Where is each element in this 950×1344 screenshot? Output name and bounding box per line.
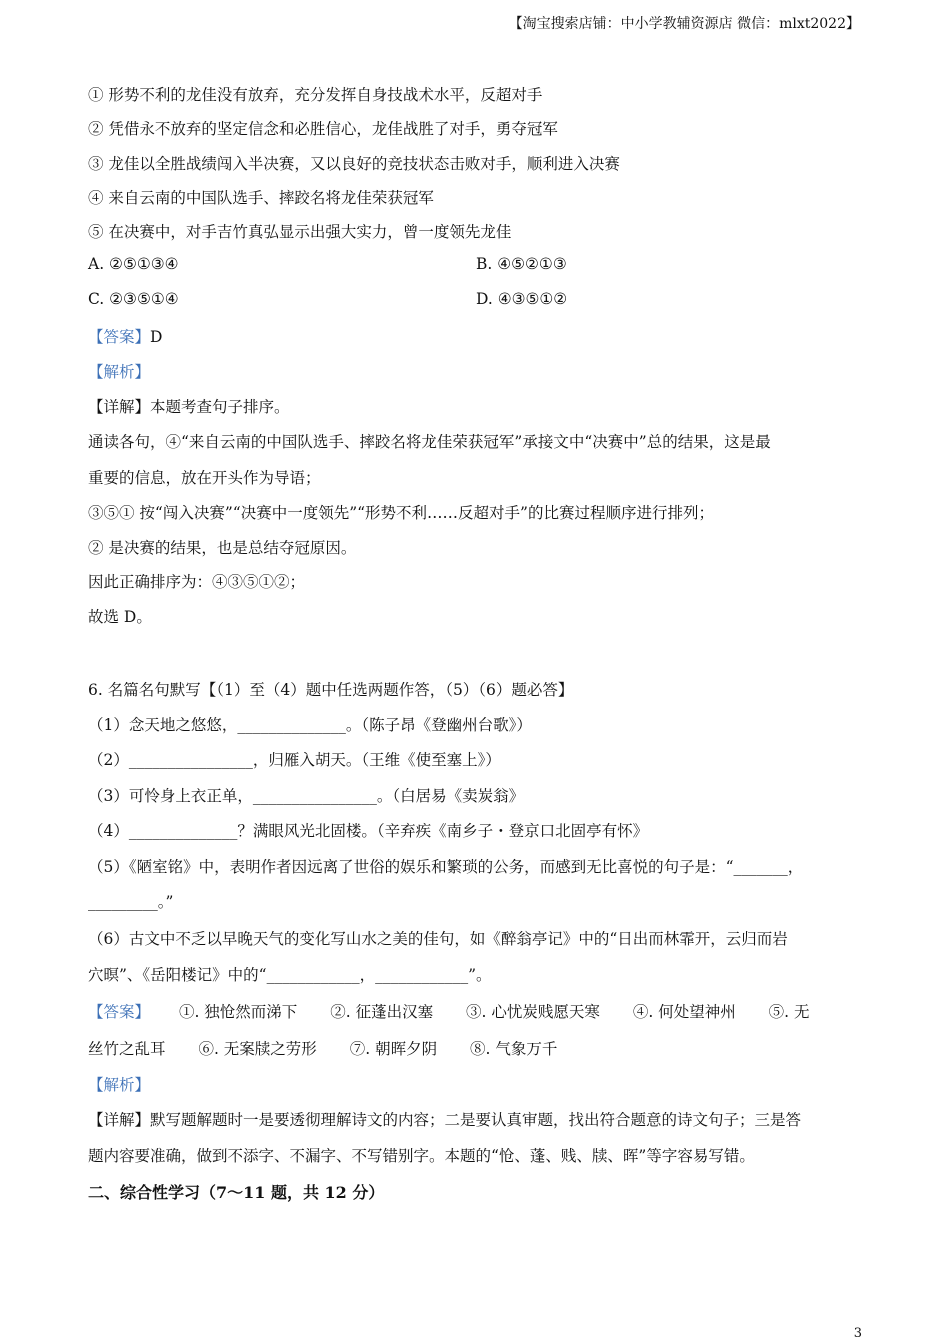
answer-6: ⑥. 无案牍之劳形 [198,1040,317,1058]
q6-line-4: （4）______________？满眼风光北固楼。（辛弃疾《南乡子・登京口北固亭有怀》 [88,822,649,840]
sentence-1: ① 形势不利的龙佳没有放弃，充分发挥自身技战术水平，反超对手 [88,86,543,104]
sentence-3: ③ 龙佳以全胜战绩闯入半决赛，又以良好的竞技状态击败对手，顺利进入决赛 [88,155,620,173]
q5-para4: 因此正确排序为：④③⑤①②； [88,573,306,591]
section-heading: 二、综合性学习（7～11 题，共 12 分） [88,1183,385,1202]
answer-value: D [150,328,163,346]
answer-3: ③. 心忧炭贱愿天寒 [466,1003,600,1021]
sentence-4: ④ 来自云南的中国队选手、摔跤名将龙佳荣获冠军 [88,189,434,207]
option-d: D. ④③⑤①② [476,290,568,308]
detail-text: 本题考查句子排序。 [150,398,290,416]
q5-para3: ② 是决赛的结果，也是总结夺冠原因。 [88,539,357,557]
q6-line-6b: 穴暝”、《岳阳楼记》中的“____________，____________”。 [88,966,492,984]
q6-detail-line1 [88,1108,801,1130]
q6-line-3: （3）可怜身上衣正单，________________。（白居易《卖炭翁》 [88,787,525,805]
q5-para5: 故选 D。 [88,608,152,626]
q6-line-2: （2）________________，归雁入胡天。（王维《使至塞上》） [88,751,501,769]
q6-line-5a: （5）《陋室铭》中，表明作者因远离了世俗的娱乐和繁琐的公务，而感到无比喜悦的句子是：“_______， [88,858,804,876]
q5-answer [88,325,162,347]
answer-4: ④. 何处望神州 [632,1003,736,1021]
q6-analysis-label: 【解析】 [88,1076,151,1094]
q5-para1-line1: 通读各句，④“来自云南的中国队选手、摔跤名将龙佳荣获冠军”承接文中“决赛中”总的结果，这是最 [88,433,771,451]
answer-2: ②. 征蓬出汉塞 [330,1003,434,1021]
q6-line-5b: _________。” [88,893,174,911]
sentence-2: ② 凭借永不放弃的坚定信念和必胜信心，龙佳战胜了对手，勇夺冠军 [88,120,558,138]
answer-label: 【答案】 [88,1003,151,1021]
q5-para1-line2: 重要的信息，放在开头作为导语； [88,469,321,487]
page-header: 【淘宝搜索店铺：中小学教辅资源店 微信：mlxt2022】 [508,16,860,32]
answer-8: ⑧. 气象万千 [470,1040,558,1058]
q6-title: 6. 名篇名句默写【（1）至（4）题中任选两题作答，（5）（6）题必答】 [88,681,574,699]
option-b: B. ④⑤②①③ [476,255,567,273]
q6-line-1: （1）念天地之悠悠，______________。（陈子昂《登幽州台歌》） [88,716,532,734]
q6-answer-line2 [88,1037,557,1059]
answer-5: ⑤. 无 [768,1003,810,1021]
q6-detail-line2: 题内容要准确，做到不添字、不漏字、不写错别字。本题的“怆、蓬、贱、牍、晖”等字容易写错。 [88,1147,755,1165]
q5-para2: ③⑤① 按“闯入决赛”“决赛中一度领先”“形势不利……反超对手”的比赛过程顺序进行排列； [88,504,714,522]
detail-label: 【详解】 [88,1111,151,1129]
answer-1: ①. 独怆然而涕下 [178,1003,298,1021]
option-a: A. ②⑤①③④ [88,255,179,273]
detail-label: 【详解】 [88,398,151,416]
page-number: 3 [853,1326,862,1341]
detail-text: 默写题解题时一是要透彻理解诗文的内容；二是要认真审题，找出符合题意的诗文句子；三是答 [150,1111,802,1129]
option-c: C. ②③⑤①④ [88,290,179,308]
answer-5-cont: 丝竹之乱耳 [88,1040,166,1058]
sentence-5: ⑤ 在决赛中，对手吉竹真弘显示出强大实力，曾一度领先龙佳 [88,223,512,241]
answer-7: ⑦. 朝晖夕阴 [349,1040,438,1058]
answer-label: 【答案】 [88,328,151,346]
q5-analysis-label: 【解析】 [88,363,151,381]
q6-line-6a: （6）古文中不乏以早晚天气的变化写山水之美的佳句，如《醉翁亭记》中的“日出而林霏开，云归而岩 [88,930,788,948]
q6-answer-line1 [88,1000,810,1022]
q5-detail [88,395,290,417]
